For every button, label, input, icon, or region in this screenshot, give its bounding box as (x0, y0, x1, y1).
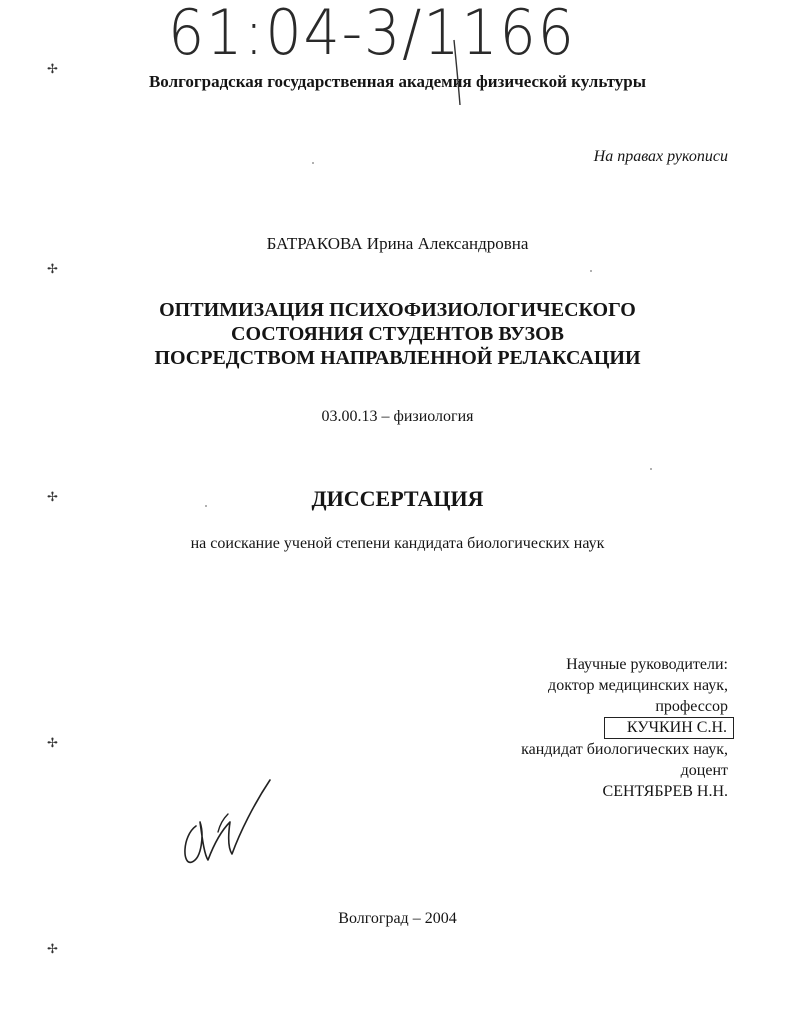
advisor1-name: КУЧКИН С.Н. (604, 717, 734, 739)
signature (178, 774, 278, 874)
scan-speck (590, 270, 592, 272)
advisor2-name: СЕНТЯБРЕВ Н.Н. (602, 783, 728, 800)
margin-mark-icon: ✢ (47, 62, 58, 77)
dissertation-title (0, 298, 795, 370)
title-line: ОПТИМИЗАЦИЯ ПСИХОФИЗИОЛОГИЧЕСКОГО (159, 299, 636, 321)
advisors-block (408, 654, 728, 802)
margin-mark-icon: ✢ (47, 262, 58, 277)
advisor2-rank: доцент (680, 762, 728, 779)
scan-speck (312, 162, 314, 164)
institution-name: Волгоградская государственная академия физической культуры (148, 72, 647, 91)
title-line: ПОСРЕДСТВОМ НАПРАВЛЕННОЙ РЕЛАКСАЦИИ (154, 347, 641, 369)
scan-speck (205, 505, 207, 507)
manuscript-note: На правах рукописи (593, 148, 728, 165)
title-line: СОСТОЯНИЯ СТУДЕНТОВ ВУЗОВ (231, 323, 564, 345)
margin-mark-icon: ✢ (47, 490, 58, 505)
margin-mark-icon: ✢ (47, 736, 58, 751)
scan-speck (650, 468, 652, 470)
degree-line: на соискание ученой степени кандидата биологических наук (190, 535, 605, 552)
inventory-number: 61:04-3/1166 (168, 0, 576, 69)
advisor1-degree: доктор медицинских наук, (548, 677, 728, 694)
document-type: ДИССЕРТАЦИЯ (311, 486, 484, 511)
author-name: БАТРАКОВА Ирина Александровна (266, 234, 529, 253)
pen-stroke (440, 0, 470, 110)
specialty-code: 03.00.13 – физиология (321, 408, 474, 425)
advisors-heading: Научные руководители: (566, 656, 728, 673)
advisor2-degree: кандидат биологических наук, (521, 741, 728, 758)
advisor1-rank: профессор (655, 698, 728, 715)
city-year: Волгоград – 2004 (338, 910, 457, 927)
margin-mark-icon: ✢ (47, 942, 58, 957)
